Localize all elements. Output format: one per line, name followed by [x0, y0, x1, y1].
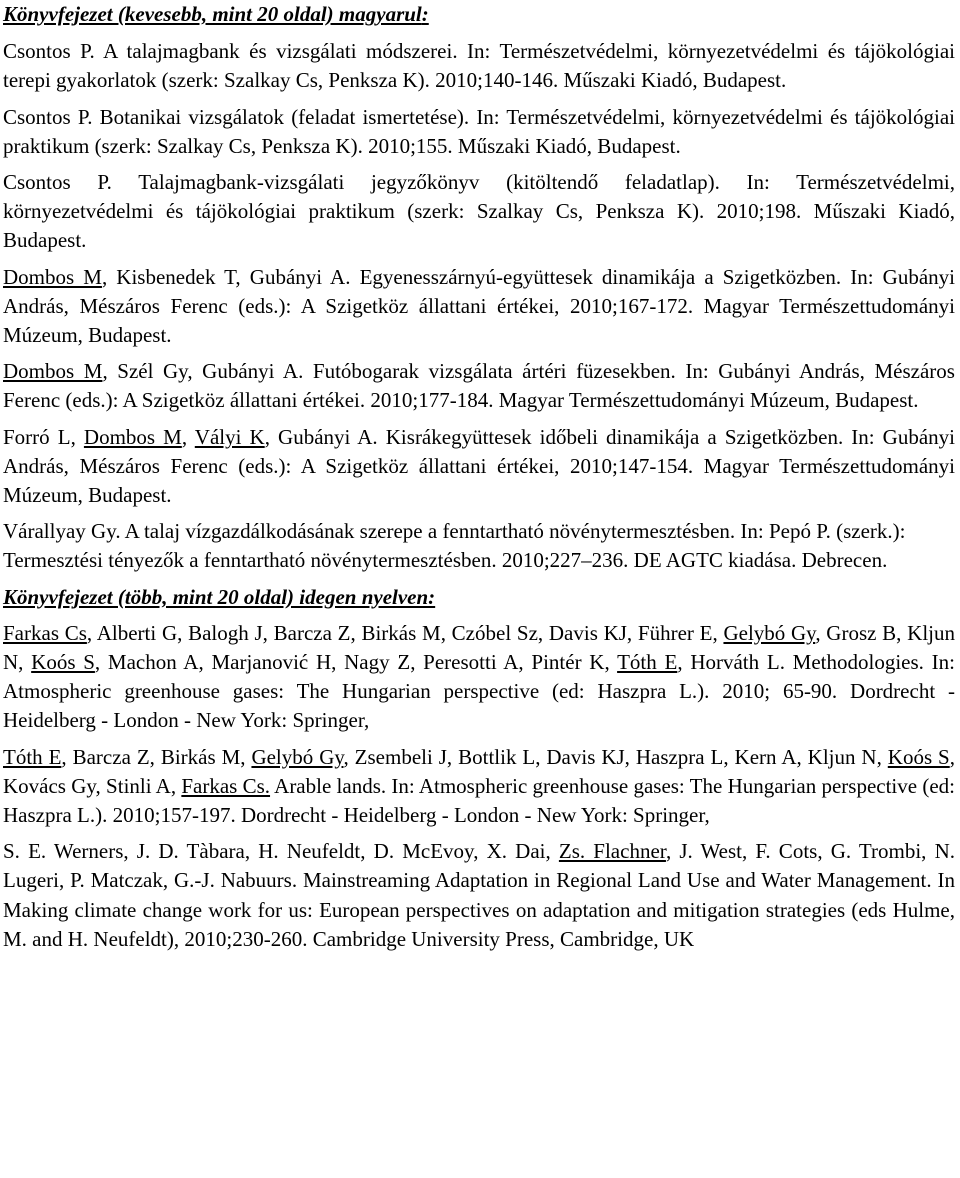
section-heading-text: Könyvfejezet (kevesebb, mint 20 oldal) magyarul — [3, 2, 422, 26]
reference-text: Arable lands. In: Atmospheric greenhouse gases: The Hungarian perspective (ed: Haszpra L.). 2010;157-197. Dordrecht - Heidelberg - London - New York: Springer, — [3, 773, 955, 828]
reference-text: , Kisbenedek T, Gubányi A. Egyenesszárnyú-együttesek dinamikája a Szigetközben. In: Gubányi András, Mészáros Ferenc (eds.): A Szigetköz állattani értékei, 2010;167-172. Magyar Természettudományi Múzeum, Budapest. — [3, 264, 955, 348]
reference-text: Csontos P. A talajmagbank és vizsgálati módszerei. In: Természetvédelmi, környezetvédelmi és tájökológiai terepi gyakorlatok (szerk: Szalkay Cs, Penksza K). 2010;140-146. Műszaki Kiadó, Budapest. — [3, 39, 955, 93]
reference-entry — [3, 168, 955, 256]
reference-text: , Horváth L. Methodologies. In: Atmospheric greenhouse gases: The Hungarian perspective (ed: Haszpra L.). 2010; 65-90. Dordrecht - Heidelberg - London - New York: Springer, — [3, 650, 955, 733]
underlined-author: Farkas Cs — [3, 620, 87, 645]
section-heading-text: Könyvfejezet (több, mint 20 oldal) idegen nyelven: — [3, 584, 436, 609]
reference-entry — [3, 837, 955, 954]
section-heading-suffix: : — [421, 2, 429, 26]
underlined-author: Farkas Cs. — [181, 773, 271, 798]
underlined-author: Gelybó Gy — [723, 620, 816, 645]
section-heading — [3, 583, 955, 612]
reference-text: , Grosz B, Kljun N, — [3, 620, 955, 675]
reference-text: S. E. Werners, J. D. Tàbara, H. Neufeldt, D. McEvoy, X. Dai, — [3, 839, 559, 864]
reference-entry — [3, 103, 955, 161]
section-heading — [3, 0, 955, 29]
reference-text: Csontos P. Talajmagbank-vizsgálati jegyzőkönyv (kitöltendő feladatlap). In: Természetvédelmi, környezetvédelmi és tájökológiai praktikum (szerk: Szalkay Cs, Penksza K). 2010;198. Műszaki Kiadó, Budapest. — [3, 170, 955, 253]
reference-text: , Szél Gy, Gubányi A. Futóbogarak vizsgálata ártéri füzesekben. In: Gubányi András, Mészáros Ferenc (eds.): A Szigetköz állattani értékei. 2010;177-184. Magyar Természettudományi Múzeum, Budapest. — [3, 359, 955, 413]
reference-entry — [3, 37, 955, 95]
reference-text: , Alberti G, Balogh J, Barcza Z, Birkás M, Czóbel Sz, Davis KJ, Führer E, — [86, 620, 724, 645]
underlined-author: Tóth E — [3, 744, 62, 769]
reference-text: , — [181, 424, 195, 449]
underlined-author: Gelybó Gy — [251, 744, 344, 769]
reference-text: , Kovács Gy, Stinli A, — [3, 744, 955, 798]
reference-text: Csontos P. Botanikai vizsgálatok (feladat ismertetése). In: Természetvédelmi, környezetvédelmi és tájökológiai praktikum (szerk: Szalkay Cs, Penksza K). 2010;155. Műszaki Kiadó, Budapest. — [3, 104, 955, 158]
underlined-author: Vályi K — [194, 424, 265, 449]
underlined-author: Koós S — [31, 650, 95, 675]
publication-list-page — [3, 0, 955, 961]
reference-text: , Gubányi A. Kisrákegyüttesek időbeli dinamikája a Szigetközben. In: Gubányi András, Mészáros Ferenc (eds.): A Szigetköz állattani értékei, 2010;147-154. Magyar Természettudományi Múzeum, Budapest. — [3, 424, 955, 508]
section-hungarian-chapters — [3, 0, 955, 576]
reference-entry — [3, 423, 955, 511]
underlined-author: Dombos M — [83, 424, 182, 449]
reference-entry — [3, 743, 955, 831]
reference-entry — [3, 619, 955, 736]
underlined-author: Zs. Flachner — [558, 839, 666, 864]
reference-text: , Machon A, Marjanović H, Nagy Z, Peresotti A, Pintér K, — [94, 650, 618, 675]
reference-text: , Barcza Z, Birkás M, — [61, 744, 252, 769]
underlined-author: Dombos M — [3, 359, 103, 384]
reference-entry — [3, 263, 955, 351]
reference-entry — [3, 517, 955, 575]
underlined-author: Dombos M — [3, 264, 102, 289]
underlined-author: Tóth E — [617, 650, 678, 675]
reference-text: Forró L, — [3, 424, 84, 449]
reference-text: Várallyay Gy. A talaj vízgazdálkodásának szerepe a fenntartható növénytermesztésben. In: Pepó P. (szerk.): Termesztési tényezők a fenntartható növénytermesztésben. 2010;227–236. DE AGTC kiadása. Debrecen. — [3, 519, 906, 573]
reference-text: , Zsembeli J, Bottlik L, Davis KJ, Haszpra L, Kern A, Kljun N, — [343, 744, 888, 769]
underlined-author: Koós S — [887, 744, 950, 769]
section-foreign-chapters — [3, 583, 955, 954]
reference-text: , J. West, F. Cots, G. Trombi, N. Lugeri, P. Matczak, G.-J. Nabuurs. Mainstreaming Adaptation in Regional Land Use and Water Management. In Making climate change work for us: European perspectives on adaptation and mitigation strategies (eds Hulme, M. and H. Neufeldt), 2010;230-260. Cambridge University Press, Cambridge, UK — [3, 839, 955, 951]
reference-entry — [3, 357, 955, 415]
